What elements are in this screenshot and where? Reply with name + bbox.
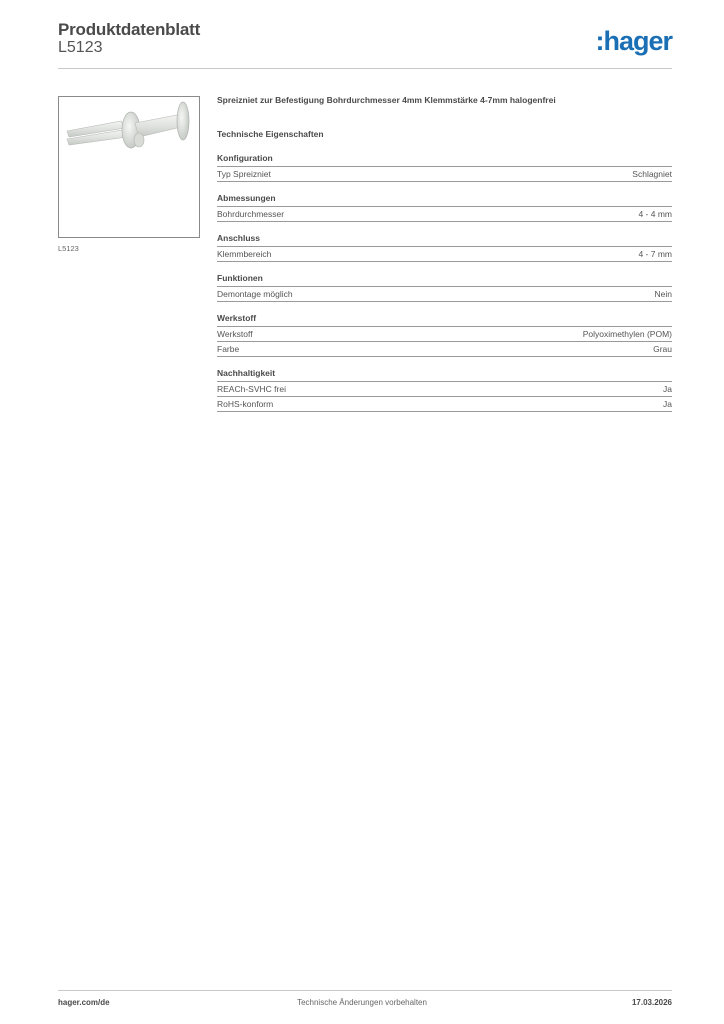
- section-anschluss: [217, 233, 672, 262]
- property-value: Nein: [654, 289, 672, 299]
- article-number: L5123: [58, 39, 103, 56]
- footer-divider: [58, 990, 672, 991]
- footer-notice: Technische Änderungen vorbehalten: [297, 998, 427, 1007]
- property-label: Typ Spreizniet: [217, 169, 271, 179]
- section-title: Konfiguration: [217, 153, 672, 167]
- property-row: [217, 397, 672, 412]
- property-label: Farbe: [217, 344, 240, 354]
- footer-date: 17.03.2026: [631, 998, 672, 1007]
- footer-website-link[interactable]: hager.com/de: [58, 998, 110, 1007]
- property-row: [217, 382, 672, 397]
- property-value: 4 - 4 mm: [638, 209, 672, 219]
- section-abmessungen: [217, 193, 672, 222]
- section-title: Werkstoff: [217, 313, 672, 327]
- property-row: [217, 287, 672, 302]
- property-value: 4 - 7 mm: [638, 249, 672, 259]
- section-funktionen: [217, 273, 672, 302]
- product-image: [58, 96, 200, 238]
- header-divider: [58, 68, 672, 69]
- image-caption: L5123: [58, 244, 79, 253]
- property-row: [217, 327, 672, 342]
- property-row: [217, 167, 672, 182]
- property-value: Schlagniet: [632, 169, 672, 179]
- section-konfiguration: [217, 153, 672, 182]
- property-label: Demontage möglich: [217, 289, 293, 299]
- property-value: Ja: [663, 399, 672, 409]
- property-value: Ja: [663, 384, 672, 394]
- property-label: Bohrdurchmesser: [217, 209, 285, 219]
- product-details: [217, 95, 672, 423]
- property-label: RoHS-konform: [217, 399, 274, 409]
- section-title: Abmessungen: [217, 193, 672, 207]
- property-label: REACh-SVHC frei: [217, 384, 286, 394]
- section-title: Funktionen: [217, 273, 672, 287]
- section-werkstoff: [217, 313, 672, 357]
- property-label: Werkstoff: [217, 329, 253, 339]
- property-label: Klemmbereich: [217, 249, 272, 259]
- property-row: [217, 342, 672, 357]
- section-title: Nachhaltigkeit: [217, 368, 672, 382]
- hager-logo: :hager: [595, 26, 672, 56]
- property-value: Grau: [653, 344, 672, 354]
- product-description: Spreizniet zur Befestigung Bohrdurchmesser 4mm Klemmstärke 4-7mm halogenfrei: [217, 95, 556, 105]
- tech-properties-heading: Technische Eigenschaften: [217, 129, 324, 139]
- document-title: Produktdatenblatt: [58, 20, 201, 39]
- property-row: [217, 207, 672, 222]
- section-nachhaltigkeit: [217, 368, 672, 412]
- section-title: Anschluss: [217, 233, 672, 247]
- expansion-rivet-photo-icon: [59, 97, 199, 237]
- property-row: [217, 247, 672, 262]
- property-value: Polyoximethylen (POM): [582, 329, 672, 339]
